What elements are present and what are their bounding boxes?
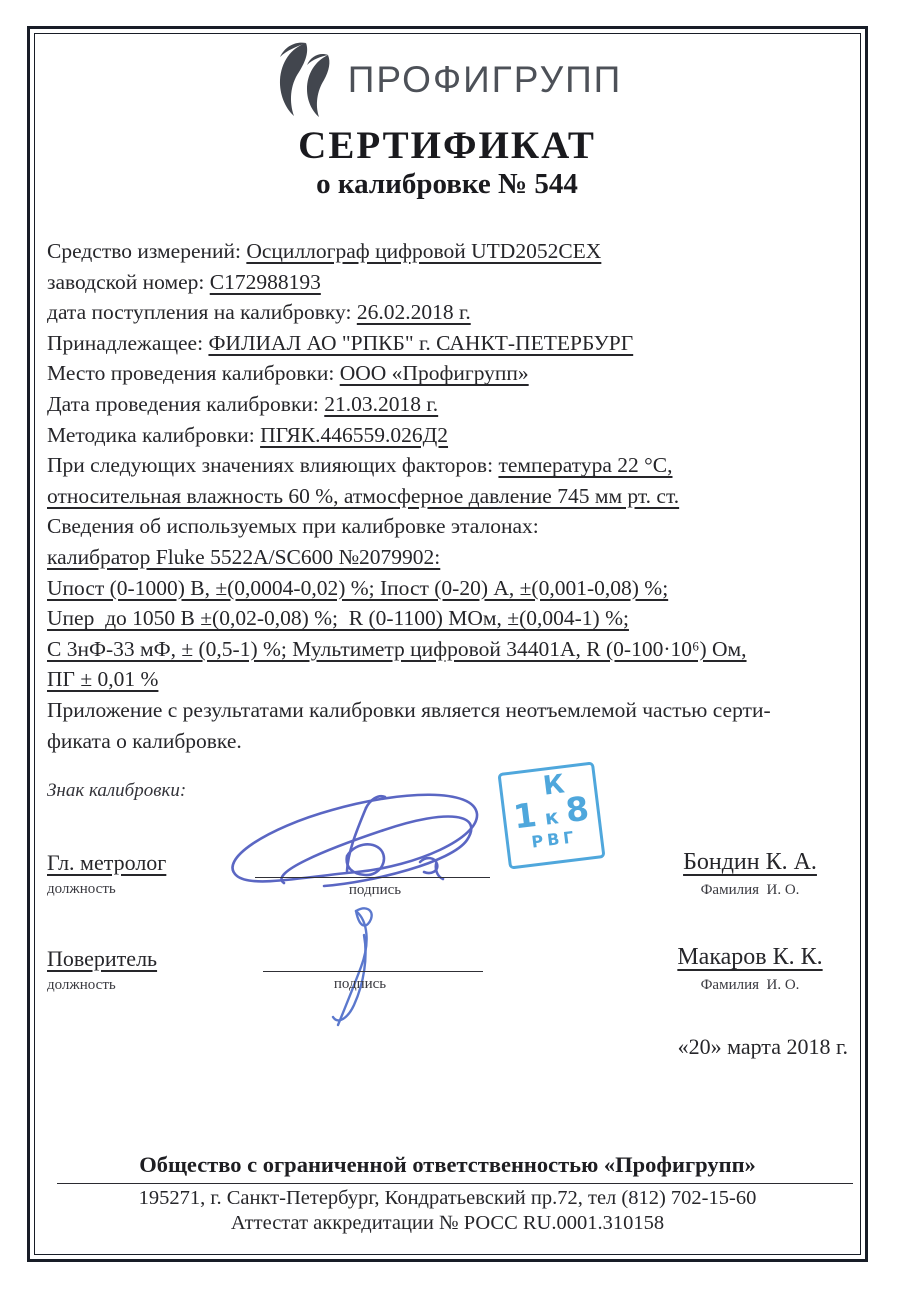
signer2-name-caption: Фамилия И. О.: [700, 977, 800, 993]
document-line: [47, 573, 867, 604]
line-label: Средство измерений:: [47, 239, 247, 263]
line-value: ПГЯК.446559.026Д2: [260, 422, 449, 447]
line-value: С172988193: [209, 269, 321, 294]
line-value: Uпост (0-1000) В, ±(0,0004-0,02) %; Iпост (0-20) А, ±(0,001-0,08) %;: [47, 575, 669, 600]
stamp-small-k: к: [543, 804, 560, 830]
line-label: дата поступления на калибровку:: [47, 300, 357, 325]
document-line: [47, 634, 867, 665]
signer1-name: Бондин К. А.: [683, 849, 817, 875]
document-line: [47, 542, 867, 573]
line-value: калибратор Fluke 5522A/SC600 №2079902:: [47, 544, 441, 569]
verifier-signature: [312, 903, 407, 1033]
document-line: [47, 389, 867, 420]
line-label: При следующих значениях влияющих факторов:: [47, 453, 499, 478]
line-label: Приложение с результатами калибровки является неотъемлемой частью серти-: [47, 697, 771, 722]
document-line: [47, 420, 867, 451]
line-label: Дата проведения калибровки:: [47, 391, 325, 416]
signer1-signature-caption: подпись: [348, 882, 402, 898]
line-value: Uпер до 1050 В ±(0,02-0,08) %; R (0-1100) МОм, ±(0,004-1) %;: [47, 606, 629, 631]
line-label: заводской номер:: [47, 269, 210, 294]
stamp-digit-1: 1: [511, 794, 539, 837]
line-label: Сведения об используемых при калибровке эталонах:: [47, 514, 539, 539]
line-value: 26.02.2018 г.: [356, 300, 471, 325]
footer-address: 195271, г. Санкт-Петербург, Кондратьевский пр.72, тел (812) 702-15-60: [138, 1187, 757, 1209]
line-label: Принадлежащее:: [47, 330, 209, 355]
document-line: [47, 603, 867, 634]
document-line: [47, 328, 867, 359]
document-line: [47, 726, 867, 757]
signer1-position: Гл. метролог: [47, 850, 167, 875]
calibration-stamp: [497, 761, 605, 869]
certificate-subtitle: о калибровке № 544: [316, 168, 578, 200]
signer1-signature-line: [255, 877, 490, 878]
document-line: [47, 695, 867, 726]
footer-company-name: Общество с ограниченной ответственностью «Профигрупп»: [139, 1152, 756, 1177]
signer1-position-caption: должность: [47, 881, 116, 897]
signer1-name-block: [630, 849, 870, 899]
document-line: [47, 664, 867, 695]
certificate-body-text: [47, 236, 867, 756]
line-value: температура 22 °С,: [498, 453, 673, 478]
line-value: ООО «Профигрупп»: [339, 361, 529, 386]
stamp-letter-k: К: [541, 769, 567, 802]
document-line: [47, 511, 867, 542]
company-logo-header: [0, 42, 900, 118]
signer2-signature-caption: подпись: [333, 976, 387, 992]
document-line: [47, 297, 867, 328]
line-value: 21.03.2018 г.: [324, 391, 439, 416]
document-line: [47, 236, 867, 267]
document-line: [47, 358, 867, 389]
signer2-name: Макаров К. К.: [677, 944, 823, 970]
signer2-position: Поверитель: [47, 946, 158, 971]
footer-accreditation: Аттестат аккредитации № РОСС RU.0001.310158: [230, 1212, 665, 1234]
stamp-digit-8: 8: [563, 788, 591, 831]
line-value: ФИЛИАЛ АО "РПКБ" г. САНКТ-ПЕТЕРБУРГ: [208, 330, 634, 355]
profigroup-leaves-logo-icon: [278, 42, 338, 118]
document-line: [47, 481, 867, 512]
line-label: фиката о калибровке.: [47, 728, 242, 753]
certificate-date: «20» марта 2018 г.: [677, 1034, 848, 1059]
certificate-title: СЕРТИФИКАТ: [298, 124, 596, 167]
document-line: [47, 267, 867, 298]
footer-divider-line: [57, 1183, 853, 1184]
calibration-mark-label: Знак калибровки:: [47, 780, 187, 801]
signer2-position-caption: должность: [47, 977, 116, 993]
line-label: Методика калибровки:: [47, 422, 261, 447]
signer1-name-caption: Фамилия И. О.: [700, 882, 800, 898]
signer2-signature-line: [263, 971, 483, 972]
brand-name: ПРОФИГРУПП: [347, 59, 623, 100]
line-value: относительная влажность 60 %, атмосферное давление 745 мм рт. ст.: [47, 483, 680, 508]
document-line: [47, 450, 867, 481]
signer2-name-block: [630, 944, 870, 994]
line-value: ПГ ± 0,01 %: [47, 667, 159, 692]
line-value: Осциллограф цифровой UTD2052CEX: [246, 239, 602, 263]
stamp-rvg-text: РВГ: [530, 827, 579, 852]
line-value: С 3нФ-33 мФ, ± (0,5-1) %; Мультиметр цифровой 34401А, R (0-100·10⁶) Ом,: [47, 636, 747, 661]
line-label: Место проведения калибровки:: [47, 361, 340, 386]
